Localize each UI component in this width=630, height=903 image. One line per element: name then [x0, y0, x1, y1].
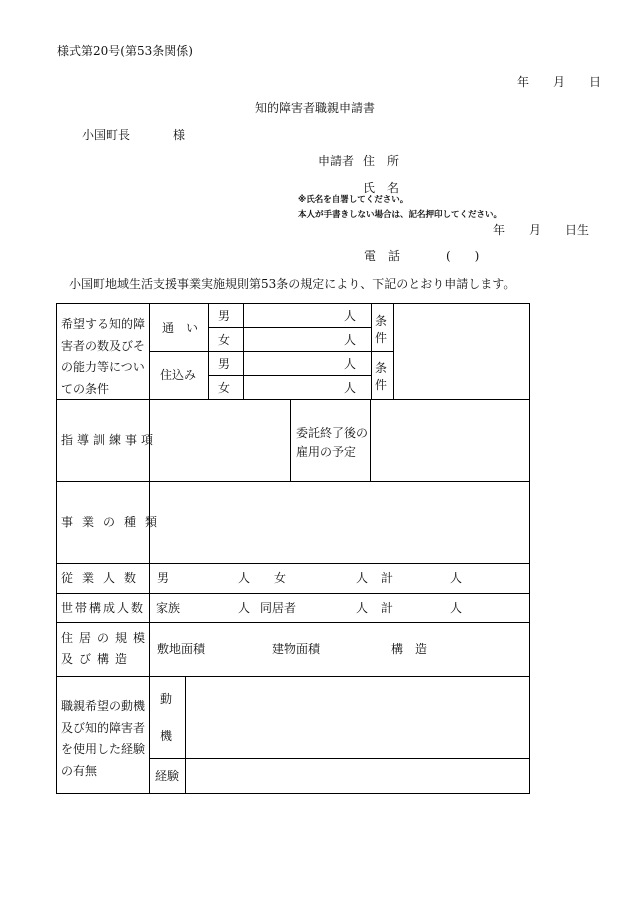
employees-total-label: 計 [381, 571, 394, 585]
motive-char-2: 機 [160, 729, 173, 743]
business-type-label: 事業の種類 [61, 515, 167, 529]
commute-condition-label: 条件 [375, 314, 388, 345]
birth-month: 月 [529, 223, 542, 237]
household-total-label: 計 [381, 601, 394, 615]
experience-label: 経験 [155, 769, 180, 783]
motive-label: 職親希望の動機及び知的障害者を使用した経験の有無 [61, 699, 146, 778]
live-in-male-label: 男 [218, 357, 231, 371]
phone-parens: ( ) [446, 249, 480, 263]
addressee-honorific: 様 [173, 128, 186, 142]
employees-male-label: 男 [157, 571, 170, 585]
household-family-unit: 人 [238, 601, 251, 615]
employees-label: 従業人数 [61, 571, 146, 585]
employees-female-unit: 人 [356, 571, 369, 585]
residence-label-1: 住居の規模 [61, 631, 152, 645]
motive-char-1: 動 [160, 692, 173, 706]
employees-female-label: 女 [274, 571, 287, 585]
address-label: 住 所 [363, 154, 400, 168]
addressee-name: 小国町長 [82, 128, 131, 142]
after-contract-label: 委託終了後の雇用の予定 [296, 426, 369, 459]
intro-text: 小国町地域生活支援事業実施規則第53条の規定により、下記のとおり申請します。 [69, 277, 516, 291]
birth-year: 年 [493, 223, 506, 237]
desired-label: 希望する知的障害者の数及びその能力等についての条件 [61, 317, 146, 396]
date-day: 日 [589, 75, 602, 89]
live-in-condition-label: 条件 [375, 361, 388, 392]
date-year: 年 [517, 75, 530, 89]
commute-male-unit: 人 [344, 309, 357, 323]
commute-label: 通 い [162, 321, 199, 335]
household-cohabitant-unit: 人 [356, 601, 369, 615]
employees-male-unit: 人 [238, 571, 251, 585]
applicant-label: 申請者 [318, 154, 355, 168]
seal-note: 本人が手書きしない場合は、記名押印してください。 [298, 210, 503, 220]
live-in-label: 住込み [160, 368, 197, 382]
guidance-label: 指導訓練事項 [61, 433, 158, 447]
phone-label: 電 話 [364, 249, 401, 263]
live-in-female-unit: 人 [344, 381, 357, 395]
commute-female-unit: 人 [344, 333, 357, 347]
form-number: 様式第20号(第53条関係) [57, 44, 193, 58]
live-in-male-unit: 人 [344, 357, 357, 371]
commute-female-label: 女 [218, 333, 231, 347]
birth-day: 日生 [565, 223, 590, 237]
residence-label-2: 及び構造 [61, 652, 134, 666]
employees-total-unit: 人 [450, 571, 463, 585]
site-area-label: 敷地面積 [157, 642, 206, 656]
live-in-female-label: 女 [218, 381, 231, 395]
signature-note: ※氏名を自署してください。 [298, 195, 409, 205]
commute-male-label: 男 [218, 309, 231, 323]
household-cohabitant-label: 同居者 [260, 601, 297, 615]
household-label: 世帯構成人数 [61, 601, 146, 615]
page-title: 知的障害者職親申請書 [255, 101, 376, 115]
name-label: 氏 名 [363, 181, 400, 195]
building-area-label: 建物面積 [272, 642, 321, 656]
household-total-unit: 人 [450, 601, 463, 615]
date-month: 月 [553, 75, 566, 89]
structure-label: 構 造 [391, 642, 428, 656]
household-family-label: 家族 [156, 601, 181, 615]
